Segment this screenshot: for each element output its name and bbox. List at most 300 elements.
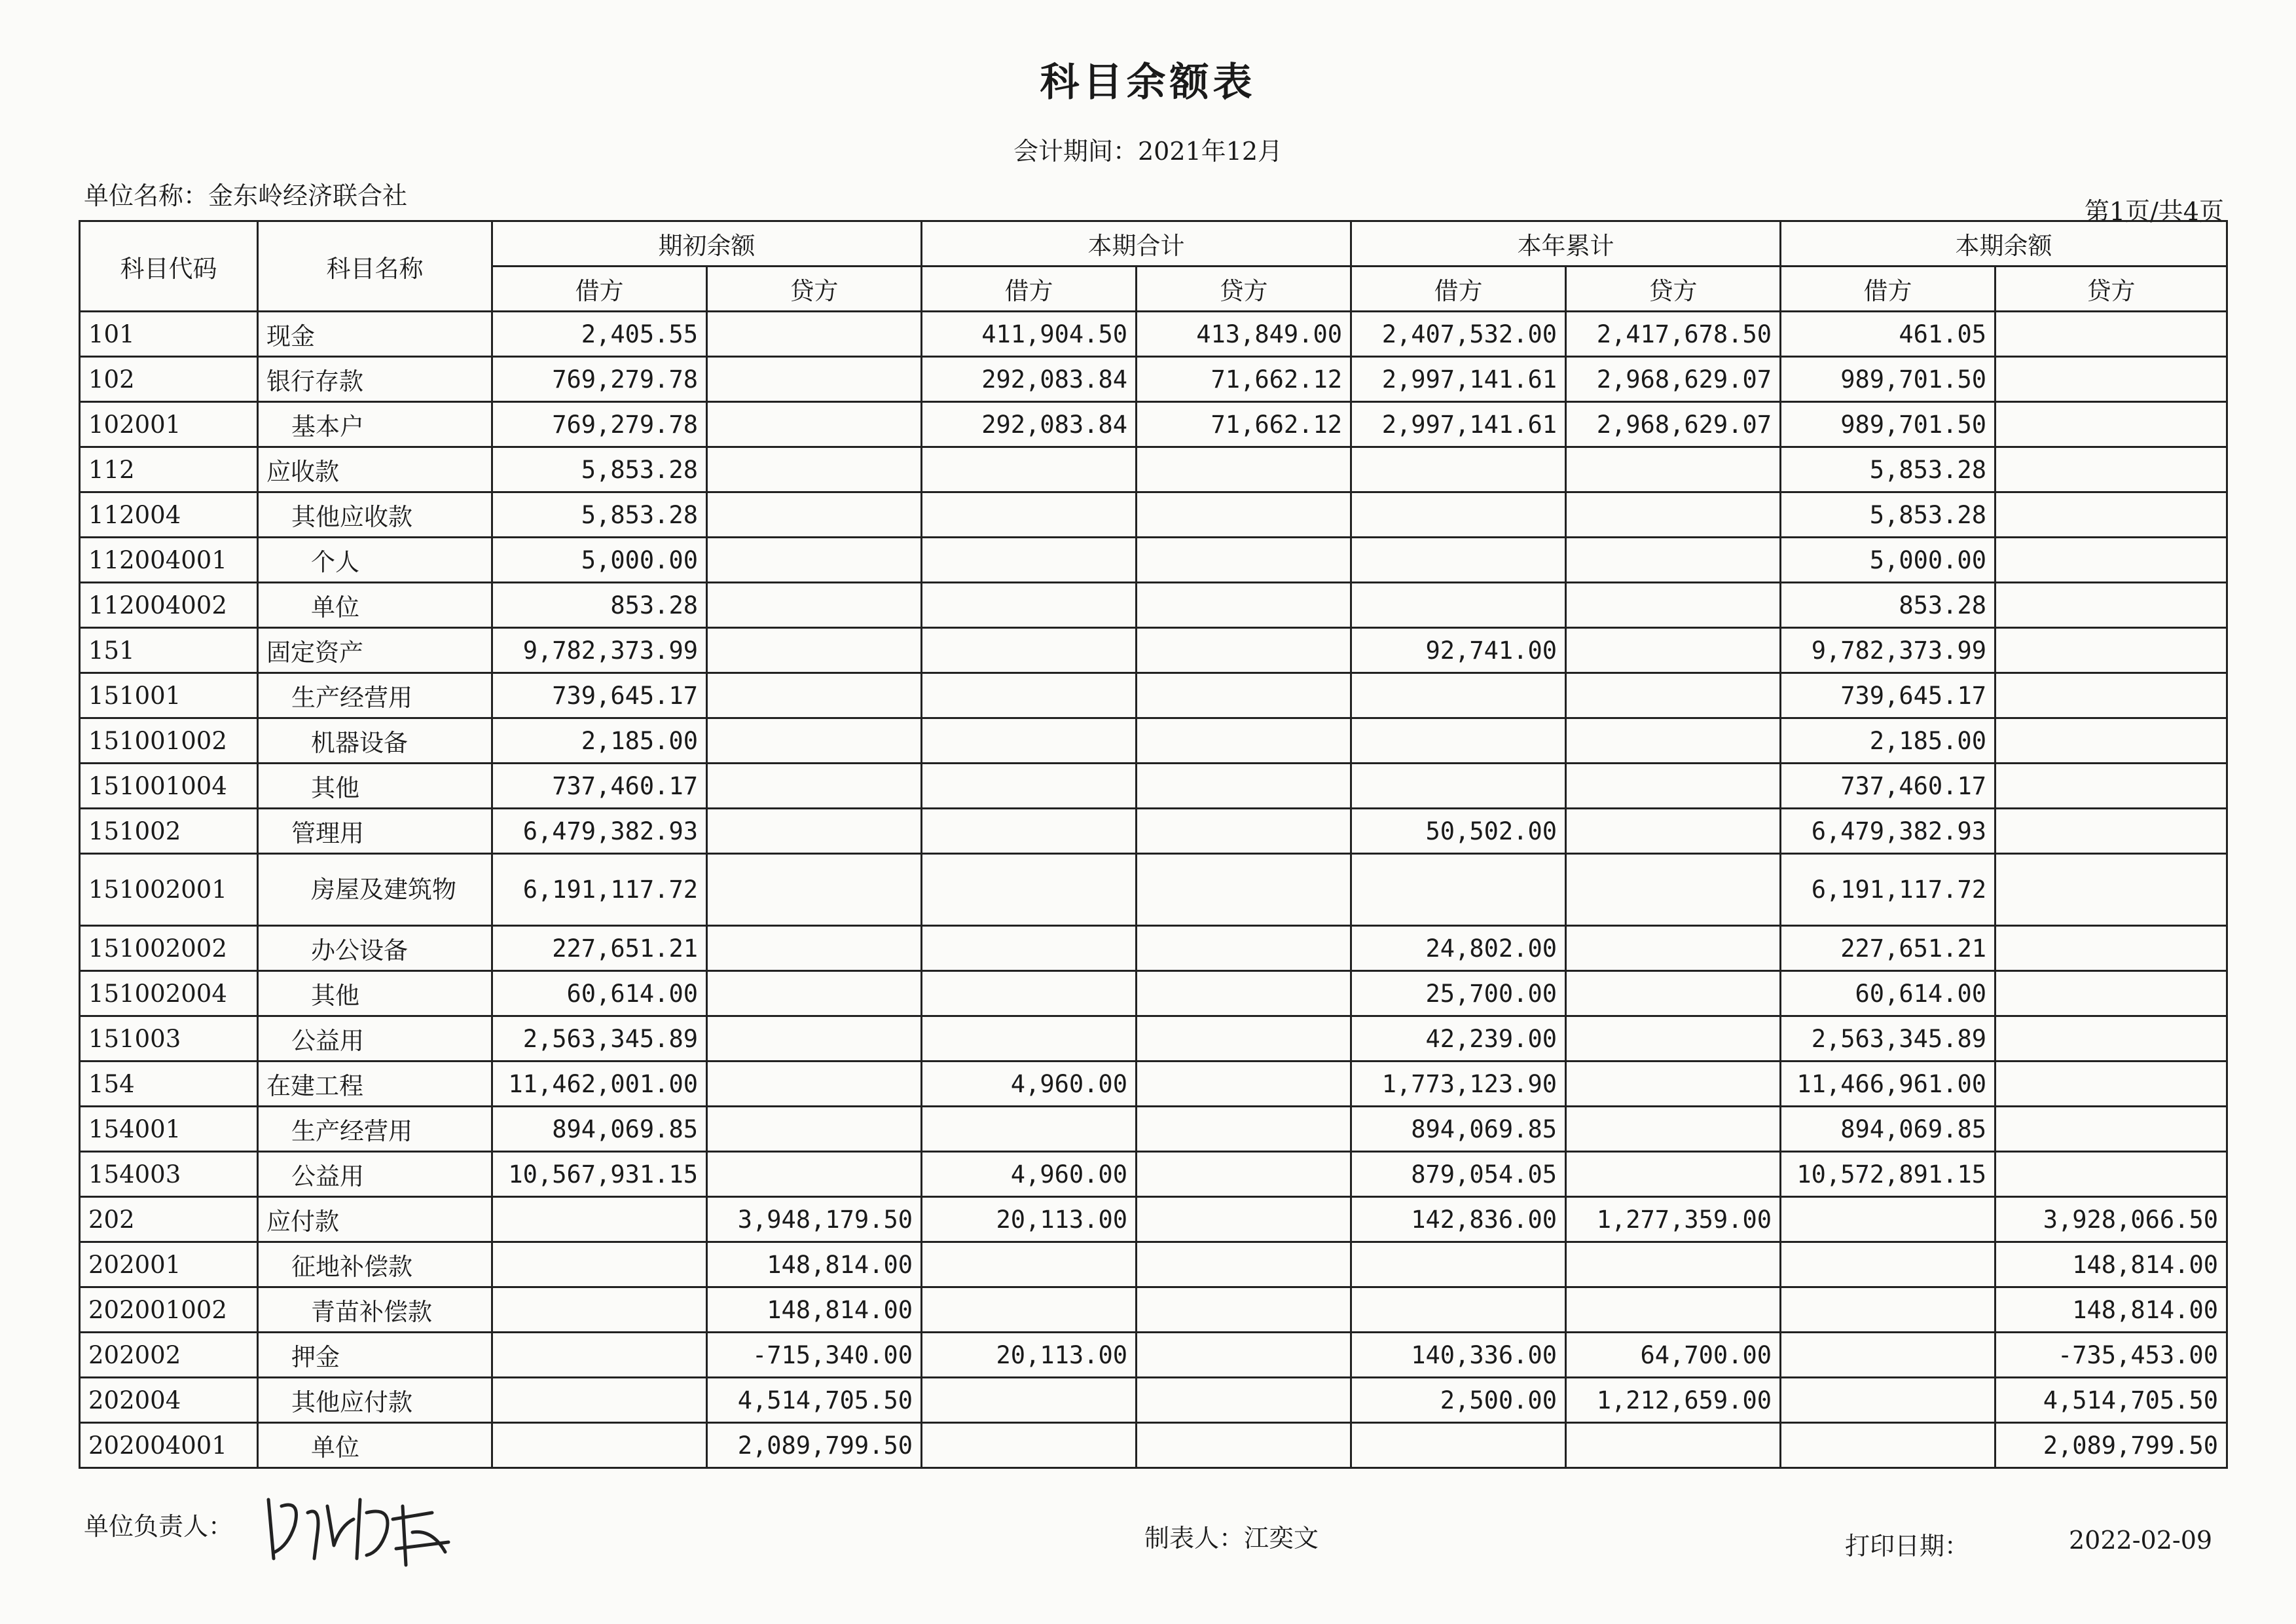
period-debit-cell	[922, 492, 1137, 538]
period-credit-cell	[1137, 447, 1351, 492]
period-credit-cell	[1137, 809, 1351, 854]
year-credit-cell	[1566, 809, 1781, 854]
period-credit-cell	[1137, 1423, 1351, 1468]
opening-debit-cell: 227,651.21	[492, 926, 707, 971]
period-debit-cell: 292,083.84	[922, 402, 1137, 447]
period-credit-cell	[1137, 1152, 1351, 1197]
opening-debit-cell: 6,479,382.93	[492, 809, 707, 854]
opening-credit-cell: 3,948,179.50	[707, 1197, 922, 1242]
signature-image	[262, 1486, 458, 1572]
header-year-cumulative: 本年累计	[1351, 221, 1781, 267]
period-credit-cell	[1137, 583, 1351, 628]
year-credit-cell	[1566, 1287, 1781, 1333]
opening-credit-cell	[707, 538, 922, 583]
account-name: 机器设备	[258, 718, 492, 764]
period-debit-cell	[922, 1378, 1137, 1423]
year-debit-cell: 25,700.00	[1351, 971, 1566, 1016]
table-row	[80, 402, 2227, 447]
period-credit-cell	[1137, 1333, 1351, 1378]
year-debit-cell: 140,336.00	[1351, 1333, 1566, 1378]
account-code: 154003	[80, 1152, 258, 1197]
opening-debit-cell: 5,853.28	[492, 492, 707, 538]
opening-debit-cell: 737,460.17	[492, 764, 707, 809]
account-name: 生产经营用	[258, 673, 492, 718]
opening-debit-cell: 5,853.28	[492, 447, 707, 492]
closing-debit-cell: 853.28	[1781, 583, 1995, 628]
closing-credit-cell	[1995, 673, 2227, 718]
year-credit-cell	[1566, 1016, 1781, 1061]
period-debit-cell	[922, 718, 1137, 764]
period-debit-cell: 20,113.00	[922, 1197, 1137, 1242]
closing-credit-cell	[1995, 1016, 2227, 1061]
closing-debit-cell	[1781, 1423, 1995, 1468]
year-credit-cell: 64,700.00	[1566, 1333, 1781, 1378]
period-credit-cell	[1137, 1107, 1351, 1152]
period-credit-cell	[1137, 1287, 1351, 1333]
opening-debit-cell: 2,563,345.89	[492, 1016, 707, 1061]
opening-credit-cell: 4,514,705.50	[707, 1378, 922, 1423]
header-debit: 借方	[1351, 267, 1566, 312]
year-debit-cell	[1351, 764, 1566, 809]
year-debit-cell	[1351, 447, 1566, 492]
account-code: 202004	[80, 1378, 258, 1423]
period-credit-cell	[1137, 1378, 1351, 1423]
year-debit-cell	[1351, 1287, 1566, 1333]
period-debit-cell: 411,904.50	[922, 312, 1137, 357]
closing-credit-cell	[1995, 1061, 2227, 1107]
opening-debit-cell	[492, 1242, 707, 1287]
year-debit-cell: 142,836.00	[1351, 1197, 1566, 1242]
closing-debit-cell: 6,191,117.72	[1781, 854, 1995, 926]
opening-debit-cell: 739,645.17	[492, 673, 707, 718]
period-credit-cell	[1137, 492, 1351, 538]
account-name: 押金	[258, 1333, 492, 1378]
year-credit-cell: 1,277,359.00	[1566, 1197, 1781, 1242]
closing-debit-cell	[1781, 1333, 1995, 1378]
account-name: 征地补偿款	[258, 1242, 492, 1287]
account-code: 151002002	[80, 926, 258, 971]
table-row	[80, 312, 2227, 357]
page-indicator: 第1页/共4页	[2084, 197, 2224, 226]
account-name: 生产经营用	[258, 1107, 492, 1152]
period-debit-cell	[922, 673, 1137, 718]
year-debit-cell	[1351, 1423, 1566, 1468]
closing-debit-cell: 737,460.17	[1781, 764, 1995, 809]
opening-debit-cell	[492, 1333, 707, 1378]
period-credit-cell	[1137, 1197, 1351, 1242]
header-opening-balance: 期初余额	[492, 221, 922, 267]
closing-credit-cell: 148,814.00	[1995, 1287, 2227, 1333]
year-credit-cell	[1566, 1107, 1781, 1152]
opening-credit-cell	[707, 764, 922, 809]
table-row	[80, 718, 2227, 764]
closing-debit-cell	[1781, 1378, 1995, 1423]
year-debit-cell	[1351, 854, 1566, 926]
account-code: 102	[80, 357, 258, 402]
opening-debit-cell: 11,462,001.00	[492, 1061, 707, 1107]
opening-debit-cell: 6,191,117.72	[492, 854, 707, 926]
header-name: 科目名称	[258, 221, 492, 312]
year-credit-cell: 2,968,629.07	[1566, 402, 1781, 447]
header-credit: 贷方	[1995, 267, 2227, 312]
year-debit-cell	[1351, 583, 1566, 628]
account-code: 151002	[80, 809, 258, 854]
account-name: 公益用	[258, 1152, 492, 1197]
period-debit-cell	[922, 926, 1137, 971]
period-debit-cell	[922, 971, 1137, 1016]
year-credit-cell	[1566, 1242, 1781, 1287]
year-credit-cell	[1566, 583, 1781, 628]
closing-credit-cell	[1995, 1107, 2227, 1152]
year-credit-cell	[1566, 718, 1781, 764]
year-debit-cell	[1351, 1242, 1566, 1287]
closing-debit-cell: 5,000.00	[1781, 538, 1995, 583]
table-row	[80, 926, 2227, 971]
opening-credit-cell	[707, 1107, 922, 1152]
account-name: 现金	[258, 312, 492, 357]
period-credit-cell: 71,662.12	[1137, 357, 1351, 402]
account-name: 应收款	[258, 447, 492, 492]
closing-debit-cell: 11,466,961.00	[1781, 1061, 1995, 1107]
year-debit-cell: 42,239.00	[1351, 1016, 1566, 1061]
year-debit-cell: 2,997,141.61	[1351, 357, 1566, 402]
year-credit-cell	[1566, 673, 1781, 718]
year-credit-cell	[1566, 971, 1781, 1016]
period-debit-cell: 20,113.00	[922, 1333, 1137, 1378]
account-name: 管理用	[258, 809, 492, 854]
responsible-person-label: 单位负责人：	[84, 1512, 234, 1541]
account-name: 房屋及建筑物	[258, 854, 492, 926]
table-row	[80, 1242, 2227, 1287]
table-row	[80, 1423, 2227, 1468]
account-name: 固定资产	[258, 628, 492, 673]
period-debit-cell	[922, 538, 1137, 583]
period-debit-cell: 4,960.00	[922, 1152, 1137, 1197]
closing-credit-cell	[1995, 312, 2227, 357]
period-debit-cell	[922, 1107, 1137, 1152]
year-credit-cell: 1,212,659.00	[1566, 1378, 1781, 1423]
year-debit-cell: 2,407,532.00	[1351, 312, 1566, 357]
table-row	[80, 764, 2227, 809]
table-header	[80, 221, 2227, 312]
opening-debit-cell: 10,567,931.15	[492, 1152, 707, 1197]
opening-debit-cell: 2,405.55	[492, 312, 707, 357]
closing-credit-cell	[1995, 402, 2227, 447]
opening-credit-cell	[707, 971, 922, 1016]
table-row	[80, 1378, 2227, 1423]
year-debit-cell: 50,502.00	[1351, 809, 1566, 854]
table-row	[80, 971, 2227, 1016]
table-row	[80, 1287, 2227, 1333]
opening-credit-cell	[707, 673, 922, 718]
table-row	[80, 583, 2227, 628]
account-code: 112004001	[80, 538, 258, 583]
closing-debit-cell: 461.05	[1781, 312, 1995, 357]
account-name: 其他	[258, 971, 492, 1016]
account-name: 基本户	[258, 402, 492, 447]
closing-credit-cell	[1995, 854, 2227, 926]
period-debit-cell	[922, 628, 1137, 673]
closing-debit-cell: 989,701.50	[1781, 357, 1995, 402]
year-credit-cell	[1566, 492, 1781, 538]
account-code: 151003	[80, 1016, 258, 1061]
closing-credit-cell: 2,089,799.50	[1995, 1423, 2227, 1468]
opening-credit-cell: -715,340.00	[707, 1333, 922, 1378]
header-debit: 借方	[1781, 267, 1995, 312]
table-row	[80, 809, 2227, 854]
period-credit-cell	[1137, 971, 1351, 1016]
header-code: 科目代码	[80, 221, 258, 312]
opening-credit-cell: 2,089,799.50	[707, 1423, 922, 1468]
account-name: 单位	[258, 1423, 492, 1468]
opening-credit-cell	[707, 1152, 922, 1197]
closing-credit-cell	[1995, 447, 2227, 492]
closing-debit-cell: 5,853.28	[1781, 492, 1995, 538]
account-code: 151001	[80, 673, 258, 718]
table-body	[80, 312, 2227, 1468]
account-code: 154	[80, 1061, 258, 1107]
opening-credit-cell	[707, 1061, 922, 1107]
closing-debit-cell	[1781, 1197, 1995, 1242]
account-code: 151002001	[80, 854, 258, 926]
period-debit-cell	[922, 854, 1137, 926]
table-row	[80, 673, 2227, 718]
opening-debit-cell: 9,782,373.99	[492, 628, 707, 673]
account-code: 202004001	[80, 1423, 258, 1468]
account-code: 151	[80, 628, 258, 673]
opening-credit-cell	[707, 447, 922, 492]
opening-credit-cell	[707, 357, 922, 402]
account-code: 151002004	[80, 971, 258, 1016]
period-credit-cell	[1137, 1016, 1351, 1061]
header-credit: 贷方	[707, 267, 922, 312]
year-credit-cell	[1566, 764, 1781, 809]
opening-debit-cell: 769,279.78	[492, 402, 707, 447]
closing-credit-cell	[1995, 492, 2227, 538]
header-debit: 借方	[492, 267, 707, 312]
opening-debit-cell: 2,185.00	[492, 718, 707, 764]
closing-debit-cell: 60,614.00	[1781, 971, 1995, 1016]
account-code: 101	[80, 312, 258, 357]
account-code: 154001	[80, 1107, 258, 1152]
closing-credit-cell	[1995, 628, 2227, 673]
period-credit-cell: 413,849.00	[1137, 312, 1351, 357]
year-debit-cell	[1351, 718, 1566, 764]
year-debit-cell: 894,069.85	[1351, 1107, 1566, 1152]
print-date: 2022-02-09	[2069, 1526, 2213, 1555]
opening-credit-cell	[707, 312, 922, 357]
header-debit: 借方	[922, 267, 1137, 312]
year-credit-cell	[1566, 1152, 1781, 1197]
table-row	[80, 492, 2227, 538]
table-row	[80, 628, 2227, 673]
table-row	[80, 1107, 2227, 1152]
period-credit-cell	[1137, 764, 1351, 809]
account-code: 102001	[80, 402, 258, 447]
period-credit-cell	[1137, 1242, 1351, 1287]
account-name: 应付款	[258, 1197, 492, 1242]
table-row	[80, 854, 2227, 926]
account-name: 其他	[258, 764, 492, 809]
period-debit-cell: 292,083.84	[922, 357, 1137, 402]
closing-credit-cell	[1995, 809, 2227, 854]
prepared-by: 制表人：江奕文	[1144, 1524, 1319, 1553]
account-name: 个人	[258, 538, 492, 583]
table-row	[80, 1061, 2227, 1107]
balance-table	[79, 220, 2228, 1469]
closing-debit-cell: 5,853.28	[1781, 447, 1995, 492]
period-credit-cell	[1137, 926, 1351, 971]
opening-debit-cell	[492, 1287, 707, 1333]
account-name: 单位	[258, 583, 492, 628]
account-name: 在建工程	[258, 1061, 492, 1107]
print-date-label: 打印日期：	[1845, 1532, 1970, 1560]
table-row	[80, 1016, 2227, 1061]
header-credit: 贷方	[1566, 267, 1781, 312]
year-credit-cell: 2,968,629.07	[1566, 357, 1781, 402]
opening-debit-cell	[492, 1423, 707, 1468]
year-debit-cell	[1351, 538, 1566, 583]
table-row	[80, 357, 2227, 402]
opening-credit-cell	[707, 402, 922, 447]
closing-credit-cell	[1995, 583, 2227, 628]
period-debit-cell	[922, 583, 1137, 628]
period-debit-cell	[922, 1242, 1137, 1287]
opening-credit-cell	[707, 583, 922, 628]
year-debit-cell	[1351, 673, 1566, 718]
closing-credit-cell	[1995, 926, 2227, 971]
account-name: 青苗补偿款	[258, 1287, 492, 1333]
period-credit-cell	[1137, 673, 1351, 718]
closing-debit-cell: 2,563,345.89	[1781, 1016, 1995, 1061]
opening-debit-cell: 853.28	[492, 583, 707, 628]
table-row	[80, 1333, 2227, 1378]
account-code: 202	[80, 1197, 258, 1242]
year-credit-cell	[1566, 854, 1781, 926]
year-debit-cell: 24,802.00	[1351, 926, 1566, 971]
closing-debit-cell: 2,185.00	[1781, 718, 1995, 764]
year-credit-cell	[1566, 1423, 1781, 1468]
year-credit-cell: 2,417,678.50	[1566, 312, 1781, 357]
closing-credit-cell	[1995, 538, 2227, 583]
account-name: 其他应收款	[258, 492, 492, 538]
year-debit-cell: 2,500.00	[1351, 1378, 1566, 1423]
year-credit-cell	[1566, 447, 1781, 492]
account-name: 公益用	[258, 1016, 492, 1061]
header-credit: 贷方	[1137, 267, 1351, 312]
year-debit-cell: 879,054.05	[1351, 1152, 1566, 1197]
accounting-period: 会计期间：2021年12月	[1013, 137, 1283, 166]
opening-debit-cell: 769,279.78	[492, 357, 707, 402]
period-credit-cell	[1137, 538, 1351, 583]
year-credit-cell	[1566, 628, 1781, 673]
period-debit-cell: 4,960.00	[922, 1061, 1137, 1107]
year-credit-cell	[1566, 1061, 1781, 1107]
opening-credit-cell	[707, 809, 922, 854]
closing-credit-cell: 4,514,705.50	[1995, 1378, 2227, 1423]
closing-debit-cell: 739,645.17	[1781, 673, 1995, 718]
account-code: 151001002	[80, 718, 258, 764]
opening-debit-cell: 60,614.00	[492, 971, 707, 1016]
period-debit-cell	[922, 1016, 1137, 1061]
opening-debit-cell: 894,069.85	[492, 1107, 707, 1152]
closing-credit-cell	[1995, 718, 2227, 764]
closing-debit-cell: 227,651.21	[1781, 926, 1995, 971]
year-debit-cell	[1351, 492, 1566, 538]
period-credit-cell	[1137, 1061, 1351, 1107]
year-debit-cell: 92,741.00	[1351, 628, 1566, 673]
account-code: 151001004	[80, 764, 258, 809]
closing-credit-cell: -735,453.00	[1995, 1333, 2227, 1378]
closing-credit-cell: 3,928,066.50	[1995, 1197, 2227, 1242]
table-row	[80, 1197, 2227, 1242]
account-code: 202002	[80, 1333, 258, 1378]
account-code: 112004002	[80, 583, 258, 628]
opening-credit-cell	[707, 854, 922, 926]
period-debit-cell	[922, 764, 1137, 809]
account-code: 112004	[80, 492, 258, 538]
account-name: 其他应付款	[258, 1378, 492, 1423]
closing-debit-cell: 9,782,373.99	[1781, 628, 1995, 673]
period-debit-cell	[922, 1423, 1137, 1468]
closing-debit-cell	[1781, 1242, 1995, 1287]
account-code: 202001	[80, 1242, 258, 1287]
opening-credit-cell	[707, 926, 922, 971]
period-credit-cell	[1137, 718, 1351, 764]
opening-debit-cell	[492, 1378, 707, 1423]
opening-credit-cell: 148,814.00	[707, 1287, 922, 1333]
opening-debit-cell	[492, 1197, 707, 1242]
period-credit-cell: 71,662.12	[1137, 402, 1351, 447]
closing-debit-cell	[1781, 1287, 1995, 1333]
closing-credit-cell	[1995, 1152, 2227, 1197]
year-credit-cell	[1566, 538, 1781, 583]
header-closing-balance: 本期余额	[1781, 221, 2227, 267]
opening-debit-cell: 5,000.00	[492, 538, 707, 583]
closing-debit-cell: 894,069.85	[1781, 1107, 1995, 1152]
header-period-total: 本期合计	[922, 221, 1351, 267]
period-credit-cell	[1137, 628, 1351, 673]
opening-credit-cell	[707, 628, 922, 673]
closing-credit-cell: 148,814.00	[1995, 1242, 2227, 1287]
period-credit-cell	[1137, 854, 1351, 926]
table-row	[80, 447, 2227, 492]
account-name: 银行存款	[258, 357, 492, 402]
account-name: 办公设备	[258, 926, 492, 971]
closing-credit-cell	[1995, 764, 2227, 809]
closing-debit-cell: 6,479,382.93	[1781, 809, 1995, 854]
account-code: 112	[80, 447, 258, 492]
year-credit-cell	[1566, 926, 1781, 971]
organization-name: 单位名称：金东岭经济联合社	[84, 181, 408, 210]
opening-credit-cell	[707, 718, 922, 764]
period-debit-cell	[922, 447, 1137, 492]
opening-credit-cell	[707, 492, 922, 538]
closing-debit-cell: 10,572,891.15	[1781, 1152, 1995, 1197]
year-debit-cell: 2,997,141.61	[1351, 402, 1566, 447]
table-row	[80, 1152, 2227, 1197]
period-debit-cell	[922, 1287, 1137, 1333]
closing-credit-cell	[1995, 971, 2227, 1016]
closing-debit-cell: 989,701.50	[1781, 402, 1995, 447]
account-code: 202001002	[80, 1287, 258, 1333]
opening-credit-cell	[707, 1016, 922, 1061]
period-debit-cell	[922, 809, 1137, 854]
table-row	[80, 538, 2227, 583]
report-title: 科目余额表	[1040, 60, 1256, 105]
opening-credit-cell: 148,814.00	[707, 1242, 922, 1287]
closing-credit-cell	[1995, 357, 2227, 402]
